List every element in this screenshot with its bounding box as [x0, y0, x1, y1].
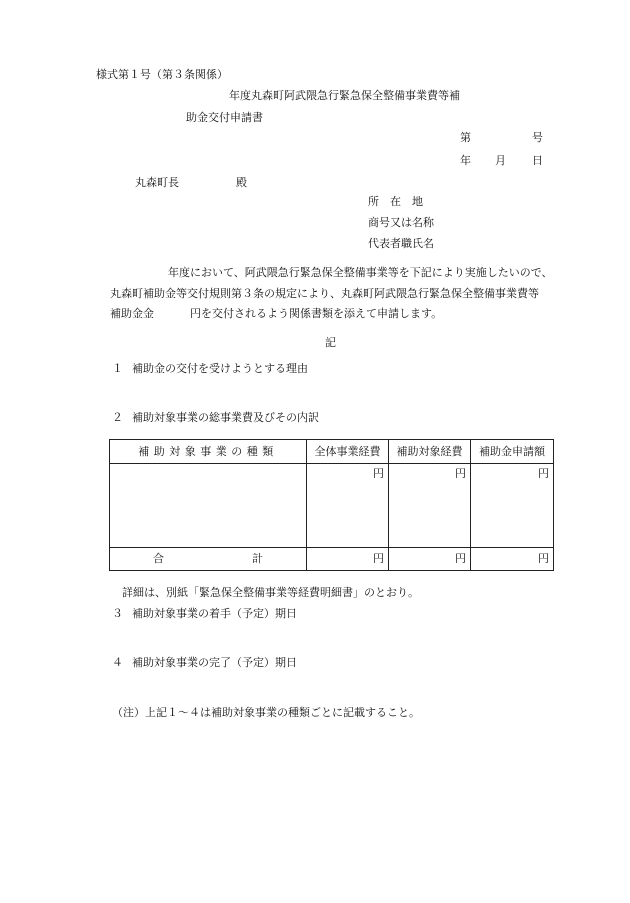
body-line-2: 丸森町補助金等交付規則第３条の規定により、丸森町阿武隈急行緊急保全整備事業費等: [110, 287, 539, 300]
date-day: 日: [532, 154, 543, 167]
applicant-representative-label: 代表者職氏名: [368, 237, 434, 250]
number-prefix: 第: [460, 131, 471, 144]
cell-requested-amount-unit: 円: [471, 464, 554, 548]
number-suffix: 号: [532, 131, 543, 144]
header-kind: 補助対象事業の種類: [110, 440, 307, 464]
cell-kind: [110, 464, 307, 548]
applicant-address-label: 所 在 地: [368, 195, 423, 208]
breakdown-table: [109, 439, 554, 571]
form-number: 様式第１号（第３条関係）: [96, 68, 228, 81]
document-title-line1: 年度丸森町阿武隈急行緊急保全整備事業費等補: [229, 89, 460, 102]
header-total-cost: 全体事業経費: [307, 440, 389, 464]
ki-heading: 記: [325, 336, 336, 349]
header-eligible-cost: 補助対象経費: [389, 440, 471, 464]
footnote: （注）上記１～４は補助対象事業の種類ごとに記載すること。: [112, 706, 420, 719]
section-2-number: ２: [112, 411, 123, 424]
section-4-text: 補助対象事業の完了（予定）期日: [132, 656, 297, 669]
document-title-line2: 助金交付申請書: [186, 111, 263, 124]
body-line-1: 年度において、阿武隈急行緊急保全整備事業等を下記により実施したいので、: [168, 266, 553, 279]
cell-total-cost-unit: 円: [307, 464, 389, 548]
total-label-a: 合: [153, 552, 164, 565]
section-1-number: １: [112, 362, 123, 375]
cell-eligible-cost-unit: 円: [389, 464, 471, 548]
section-3-text: 補助対象事業の着手（予定）期日: [132, 607, 297, 620]
table-row: [110, 464, 554, 548]
total-label: [110, 548, 307, 571]
section-4-number: ４: [112, 656, 123, 669]
header-requested-amount: 補助金申請額: [471, 440, 554, 464]
section-2-text: 補助対象事業の総事業費及びその内訳: [132, 411, 319, 424]
section-3-number: ３: [112, 607, 123, 620]
total-eligible-cost-unit: 円: [389, 548, 471, 571]
table-total-row: [110, 548, 554, 571]
addressee-honorific: 殿: [236, 176, 247, 189]
applicant-company-label: 商号又は名称: [368, 216, 434, 229]
addressee-name: 丸森町長: [135, 176, 179, 189]
section-1-text: 補助金の交付を受けようとする理由: [132, 362, 308, 375]
detail-note: 詳細は、別紙「緊急保全整備事業等経費明細書」のとおり。: [122, 586, 419, 599]
date-month: 月: [495, 154, 506, 167]
body-line-3b: 円を交付されるよう関係書類を添えて申請します。: [190, 307, 443, 320]
total-requested-amount-unit: 円: [471, 548, 554, 571]
total-total-cost-unit: 円: [307, 548, 389, 571]
table-header-row: [110, 440, 554, 464]
total-label-b: 計: [252, 552, 263, 565]
body-line-3a: 補助金金: [110, 307, 154, 320]
date-year: 年: [460, 154, 471, 167]
